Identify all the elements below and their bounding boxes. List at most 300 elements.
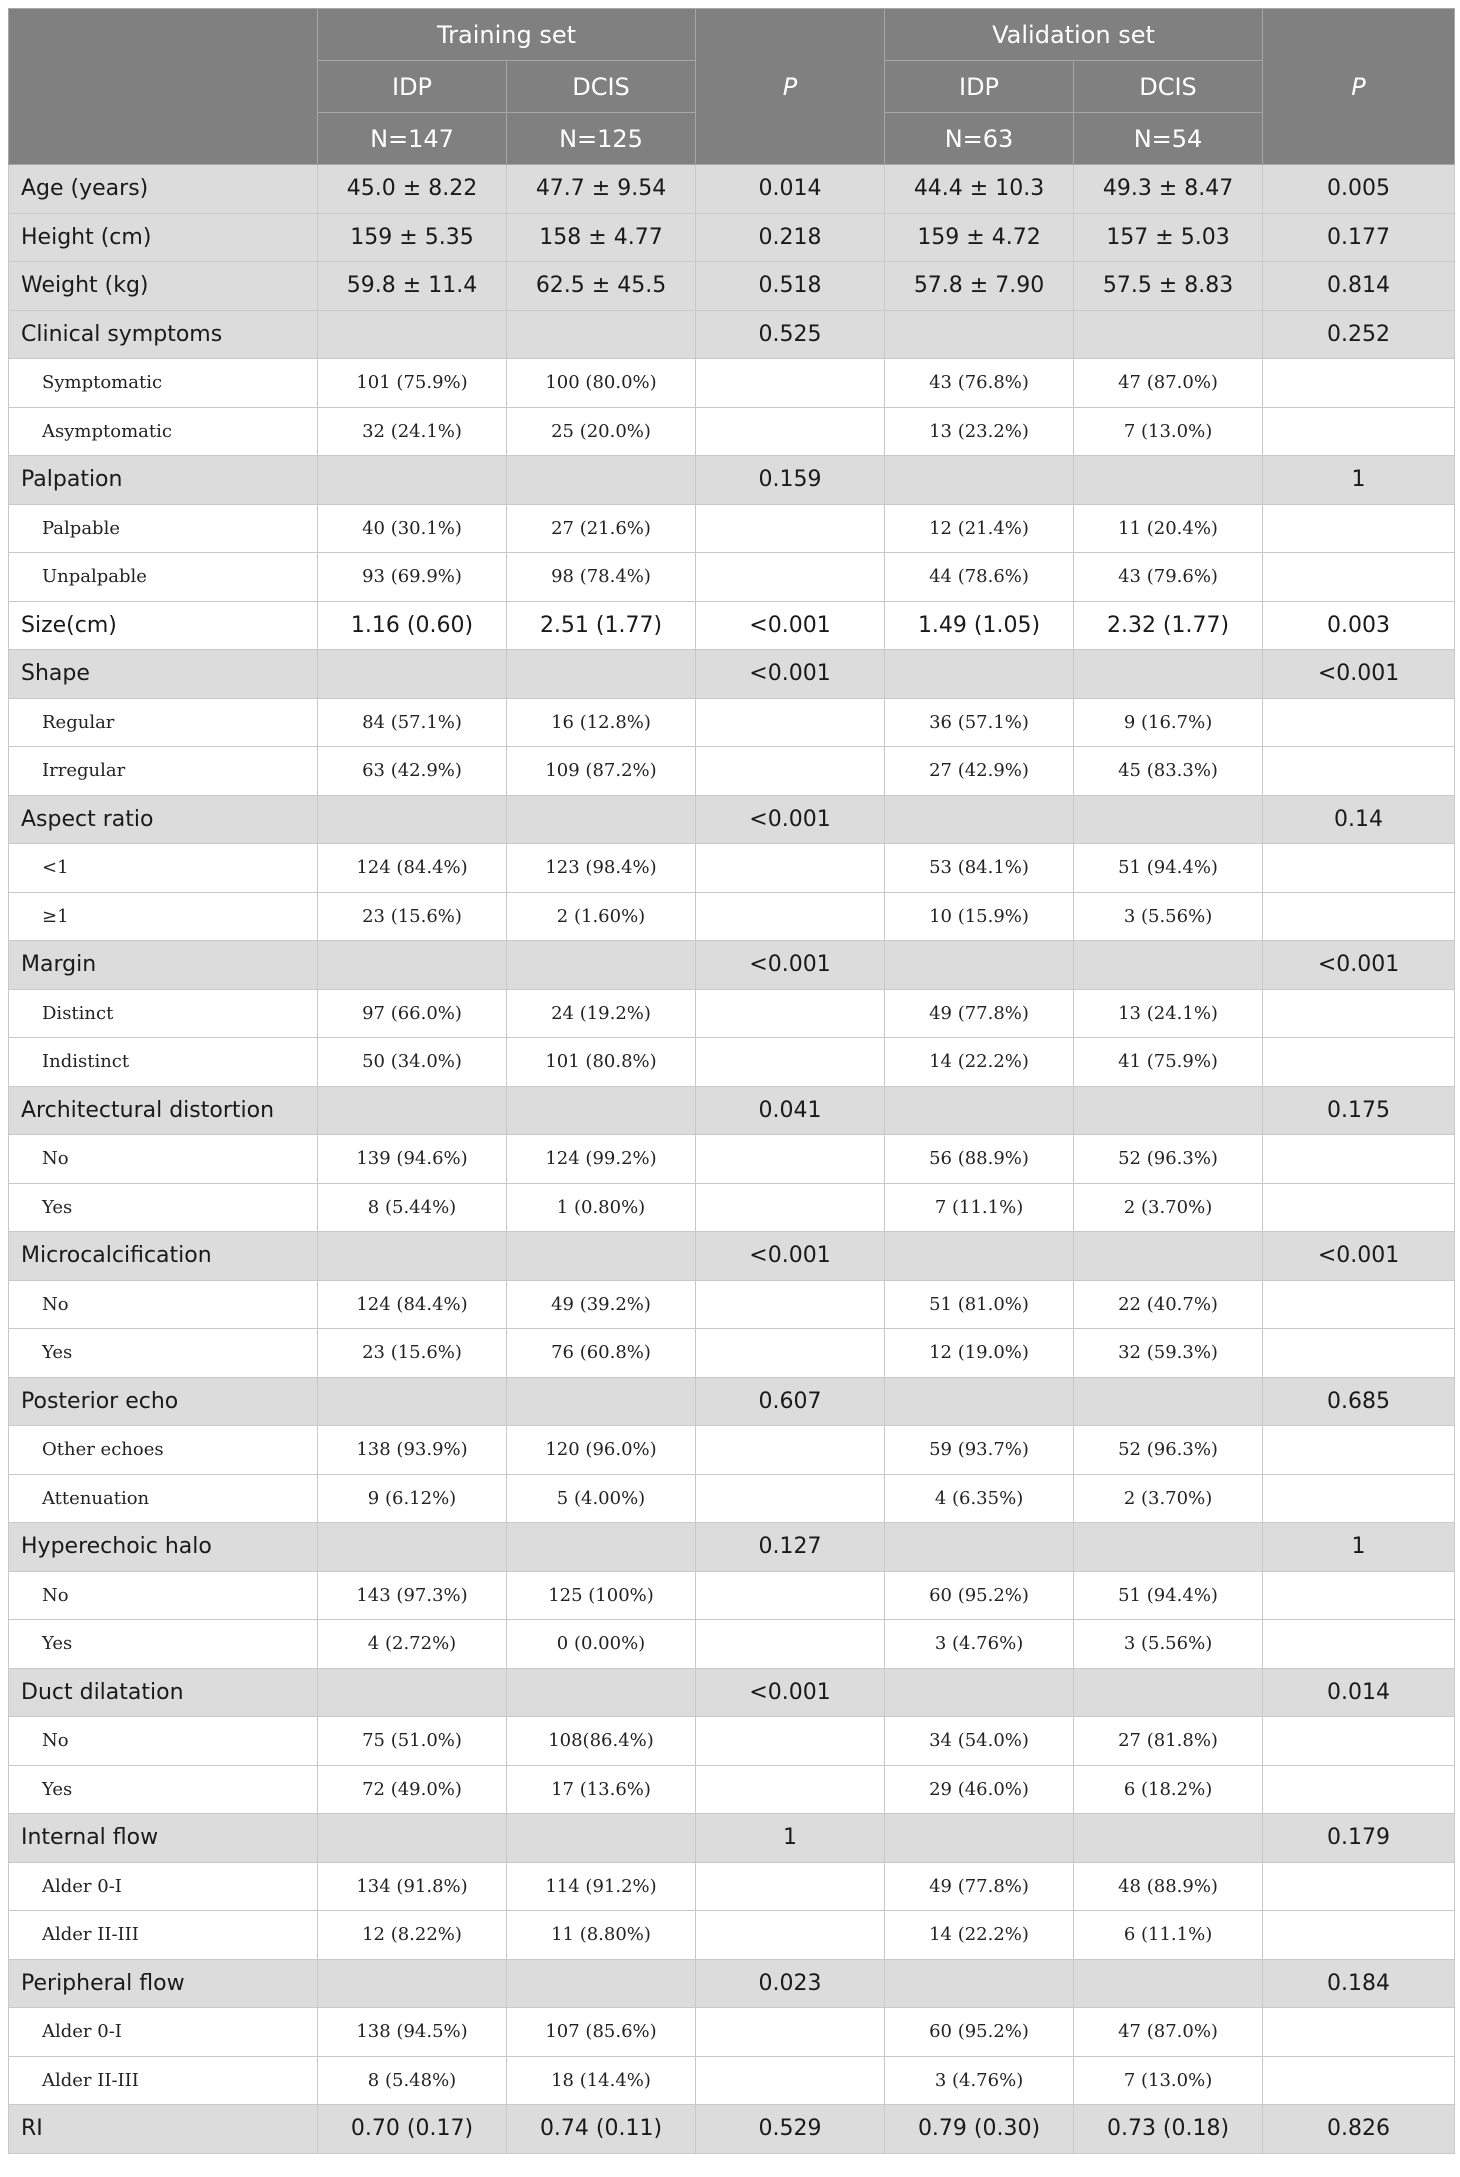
table-row-variable — [9, 310, 1455, 359]
header-training-dcis: DCIS — [507, 61, 696, 113]
cell-val-idp: 57.8 ± 7.90 — [885, 262, 1074, 311]
table-row-category — [9, 1280, 1455, 1329]
cell-variable: Yes — [9, 1765, 318, 1814]
cell-val-p — [1263, 1717, 1455, 1766]
cell-val-p — [1263, 504, 1455, 553]
cell-variable: Palpable — [9, 504, 318, 553]
cell-train-dcis: 25 (20.0%) — [507, 407, 696, 456]
cell-val-dcis: 47 (87.0%) — [1074, 359, 1263, 408]
cell-val-dcis: 41 (75.9%) — [1074, 1038, 1263, 1087]
cell-variable: Alder 0-I — [9, 1862, 318, 1911]
table-row-variable — [9, 1959, 1455, 2008]
cell-val-idp: 159 ± 4.72 — [885, 213, 1074, 262]
cell-val-idp — [885, 1232, 1074, 1281]
cell-val-dcis: 9 (16.7%) — [1074, 698, 1263, 747]
cell-train-p — [696, 1280, 885, 1329]
cell-variable: Alder II-III — [9, 1911, 318, 1960]
cell-val-p: 0.177 — [1263, 213, 1455, 262]
cell-train-p: 0.127 — [696, 1523, 885, 1572]
cell-val-dcis: 45 (83.3%) — [1074, 747, 1263, 796]
cell-train-dcis: 100 (80.0%) — [507, 359, 696, 408]
cell-train-dcis: 11 (8.80%) — [507, 1911, 696, 1960]
cell-train-dcis — [507, 1086, 696, 1135]
cell-val-p — [1263, 359, 1455, 408]
cell-train-idp: 45.0 ± 8.22 — [318, 165, 507, 214]
cell-variable: Irregular — [9, 747, 318, 796]
cell-train-dcis: 108(86.4%) — [507, 1717, 696, 1766]
cell-val-dcis — [1074, 795, 1263, 844]
cell-variable: Weight (kg) — [9, 262, 318, 311]
cell-variable: Peripheral flow — [9, 1959, 318, 2008]
cell-train-dcis — [507, 310, 696, 359]
cell-variable: Yes — [9, 1183, 318, 1232]
header-blank — [9, 9, 318, 165]
cell-val-dcis — [1074, 1086, 1263, 1135]
cell-train-p — [696, 698, 885, 747]
cell-variable: Aspect ratio — [9, 795, 318, 844]
cell-val-dcis: 57.5 ± 8.83 — [1074, 262, 1263, 311]
table-row-variable — [9, 1668, 1455, 1717]
cell-val-idp: 44 (78.6%) — [885, 553, 1074, 602]
cell-val-p — [1263, 1911, 1455, 1960]
cell-train-p: 0.014 — [696, 165, 885, 214]
cell-train-idp: 32 (24.1%) — [318, 407, 507, 456]
cell-train-dcis: 0 (0.00%) — [507, 1620, 696, 1669]
cell-val-p — [1263, 1620, 1455, 1669]
cell-val-p: 0.005 — [1263, 165, 1455, 214]
cell-val-dcis — [1074, 941, 1263, 990]
table-row-category — [9, 553, 1455, 602]
cell-val-idp: 44.4 ± 10.3 — [885, 165, 1074, 214]
cell-train-p: 0.529 — [696, 2105, 885, 2154]
cell-variable: Alder 0-I — [9, 2008, 318, 2057]
cell-val-dcis: 49.3 ± 8.47 — [1074, 165, 1263, 214]
cell-val-p — [1263, 1474, 1455, 1523]
cell-train-p — [696, 1862, 885, 1911]
cell-train-idp: 50 (34.0%) — [318, 1038, 507, 1087]
cell-val-p: <0.001 — [1263, 650, 1455, 699]
cell-train-dcis: 5 (4.00%) — [507, 1474, 696, 1523]
cell-train-p — [696, 553, 885, 602]
cell-val-idp: 29 (46.0%) — [885, 1765, 1074, 1814]
cell-train-dcis: 2.51 (1.77) — [507, 601, 696, 650]
table-row-variable — [9, 1814, 1455, 1863]
cell-train-p: 0.525 — [696, 310, 885, 359]
cell-train-p — [696, 844, 885, 893]
cell-train-dcis — [507, 650, 696, 699]
cell-val-dcis: 27 (81.8%) — [1074, 1717, 1263, 1766]
cell-val-dcis: 52 (96.3%) — [1074, 1135, 1263, 1184]
cell-train-dcis — [507, 1959, 696, 2008]
cell-train-idp: 63 (42.9%) — [318, 747, 507, 796]
table-row-variable — [9, 650, 1455, 699]
cell-variable: Architectural distortion — [9, 1086, 318, 1135]
cell-val-p — [1263, 844, 1455, 893]
table-row-variable — [9, 1232, 1455, 1281]
cell-train-idp: 8 (5.48%) — [318, 2056, 507, 2105]
cell-val-idp: 12 (21.4%) — [885, 504, 1074, 553]
cell-train-dcis — [507, 1377, 696, 1426]
cell-train-p: 0.159 — [696, 456, 885, 505]
cell-train-p — [696, 2008, 885, 2057]
table-row-category — [9, 1135, 1455, 1184]
cell-val-idp: 12 (19.0%) — [885, 1329, 1074, 1378]
cell-val-dcis: 0.73 (0.18) — [1074, 2105, 1263, 2154]
cell-train-dcis: 47.7 ± 9.54 — [507, 165, 696, 214]
cell-val-dcis: 2.32 (1.77) — [1074, 601, 1263, 650]
cell-train-idp: 138 (93.9%) — [318, 1426, 507, 1475]
cell-train-dcis: 62.5 ± 45.5 — [507, 262, 696, 311]
cell-train-dcis: 114 (91.2%) — [507, 1862, 696, 1911]
cell-val-dcis: 3 (5.56%) — [1074, 1620, 1263, 1669]
cell-val-idp: 1.49 (1.05) — [885, 601, 1074, 650]
cell-val-idp: 43 (76.8%) — [885, 359, 1074, 408]
cell-train-idp: 23 (15.6%) — [318, 1329, 507, 1378]
cell-train-idp: 84 (57.1%) — [318, 698, 507, 747]
cell-train-p: <0.001 — [696, 1668, 885, 1717]
cell-train-idp: 97 (66.0%) — [318, 989, 507, 1038]
cell-val-idp: 3 (4.76%) — [885, 2056, 1074, 2105]
cell-val-idp — [885, 1523, 1074, 1572]
cell-val-dcis: 51 (94.4%) — [1074, 1571, 1263, 1620]
cell-train-dcis: 109 (87.2%) — [507, 747, 696, 796]
cell-val-dcis: 2 (3.70%) — [1074, 1474, 1263, 1523]
cell-train-dcis: 125 (100%) — [507, 1571, 696, 1620]
table-row-variable — [9, 941, 1455, 990]
header-training-dcis-n: N=125 — [507, 113, 696, 165]
cell-val-p — [1263, 1571, 1455, 1620]
cell-train-dcis: 0.74 (0.11) — [507, 2105, 696, 2154]
header-validation-set: Validation set — [885, 9, 1263, 61]
cell-val-dcis: 11 (20.4%) — [1074, 504, 1263, 553]
cell-train-p — [696, 359, 885, 408]
cell-val-idp: 34 (54.0%) — [885, 1717, 1074, 1766]
cell-train-idp: 139 (94.6%) — [318, 1135, 507, 1184]
table-row-category — [9, 2008, 1455, 2057]
cell-val-dcis — [1074, 1377, 1263, 1426]
cell-variable: Microcalcification — [9, 1232, 318, 1281]
cell-variable: Size(cm) — [9, 601, 318, 650]
cell-train-p: 0.518 — [696, 262, 885, 311]
cell-val-p: 0.814 — [1263, 262, 1455, 311]
header-validation-p: P — [1263, 9, 1455, 165]
cell-train-p — [696, 1329, 885, 1378]
cell-val-dcis: 32 (59.3%) — [1074, 1329, 1263, 1378]
cell-val-idp: 60 (95.2%) — [885, 1571, 1074, 1620]
cell-train-idp — [318, 1523, 507, 1572]
cell-train-idp: 134 (91.8%) — [318, 1862, 507, 1911]
cell-val-idp: 10 (15.9%) — [885, 892, 1074, 941]
cell-val-p — [1263, 989, 1455, 1038]
cell-train-idp — [318, 456, 507, 505]
cell-variable: Age (years) — [9, 165, 318, 214]
cell-val-dcis: 51 (94.4%) — [1074, 844, 1263, 893]
cell-val-p — [1263, 553, 1455, 602]
cell-val-idp — [885, 1959, 1074, 2008]
cell-train-idp: 8 (5.44%) — [318, 1183, 507, 1232]
cell-variable: ≥1 — [9, 892, 318, 941]
table-row-category — [9, 1474, 1455, 1523]
cell-val-dcis: 6 (11.1%) — [1074, 1911, 1263, 1960]
cell-val-p: 1 — [1263, 1523, 1455, 1572]
cell-val-dcis: 43 (79.6%) — [1074, 553, 1263, 602]
cell-train-idp: 75 (51.0%) — [318, 1717, 507, 1766]
cell-variable: Shape — [9, 650, 318, 699]
cell-train-idp — [318, 795, 507, 844]
cell-train-idp: 72 (49.0%) — [318, 1765, 507, 1814]
cell-val-p — [1263, 698, 1455, 747]
table-row-category — [9, 1426, 1455, 1475]
cell-train-p — [696, 407, 885, 456]
cell-train-dcis: 49 (39.2%) — [507, 1280, 696, 1329]
cell-val-dcis — [1074, 1668, 1263, 1717]
cell-variable: No — [9, 1717, 318, 1766]
cell-variable: Alder II-III — [9, 2056, 318, 2105]
cell-val-idp: 59 (93.7%) — [885, 1426, 1074, 1475]
cell-train-p — [696, 1620, 885, 1669]
cell-val-idp: 36 (57.1%) — [885, 698, 1074, 747]
cell-val-idp — [885, 1668, 1074, 1717]
cell-train-idp — [318, 1959, 507, 2008]
table-row-category — [9, 989, 1455, 1038]
cell-val-p — [1263, 1135, 1455, 1184]
cell-train-idp: 138 (94.5%) — [318, 2008, 507, 2057]
table-row-category — [9, 1911, 1455, 1960]
cell-train-p: 0.218 — [696, 213, 885, 262]
cell-train-idp: 0.70 (0.17) — [318, 2105, 507, 2154]
cell-train-p: <0.001 — [696, 795, 885, 844]
table-row-category — [9, 844, 1455, 893]
cell-train-dcis: 76 (60.8%) — [507, 1329, 696, 1378]
cell-val-p — [1263, 747, 1455, 796]
cell-train-dcis: 123 (98.4%) — [507, 844, 696, 893]
table-row-category — [9, 407, 1455, 456]
table-row-category — [9, 1765, 1455, 1814]
table-row-category — [9, 1571, 1455, 1620]
cell-variable: No — [9, 1280, 318, 1329]
cell-variable: Internal flow — [9, 1814, 318, 1863]
cell-train-idp: 124 (84.4%) — [318, 1280, 507, 1329]
cell-train-dcis: 107 (85.6%) — [507, 2008, 696, 2057]
table-header — [9, 9, 1455, 165]
table-row-variable — [9, 262, 1455, 311]
table-row-variable — [9, 601, 1455, 650]
cell-train-p — [696, 1911, 885, 1960]
cell-train-dcis — [507, 1814, 696, 1863]
cell-train-dcis: 98 (78.4%) — [507, 553, 696, 602]
cell-val-p: 0.826 — [1263, 2105, 1455, 2154]
cell-train-idp: 93 (69.9%) — [318, 553, 507, 602]
header-training-idp: IDP — [318, 61, 507, 113]
cell-val-idp: 7 (11.1%) — [885, 1183, 1074, 1232]
cell-val-p — [1263, 1038, 1455, 1087]
cell-train-idp: 124 (84.4%) — [318, 844, 507, 893]
cell-train-dcis: 1 (0.80%) — [507, 1183, 696, 1232]
table-row-variable — [9, 165, 1455, 214]
header-validation-idp-n: N=63 — [885, 113, 1074, 165]
cell-val-p — [1263, 1183, 1455, 1232]
cell-val-dcis: 157 ± 5.03 — [1074, 213, 1263, 262]
cell-val-dcis: 6 (18.2%) — [1074, 1765, 1263, 1814]
cell-variable: Attenuation — [9, 1474, 318, 1523]
cell-val-p: 0.179 — [1263, 1814, 1455, 1863]
cell-val-idp: 4 (6.35%) — [885, 1474, 1074, 1523]
cell-variable: Duct dilatation — [9, 1668, 318, 1717]
cell-train-p: 0.041 — [696, 1086, 885, 1135]
cell-variable: Indistinct — [9, 1038, 318, 1087]
table-row-category — [9, 1862, 1455, 1911]
cell-val-p: <0.001 — [1263, 1232, 1455, 1281]
cell-val-p — [1263, 892, 1455, 941]
cell-variable: Hyperechoic halo — [9, 1523, 318, 1572]
cell-variable: No — [9, 1571, 318, 1620]
cell-val-dcis — [1074, 1959, 1263, 2008]
cell-val-idp — [885, 941, 1074, 990]
cell-val-idp: 56 (88.9%) — [885, 1135, 1074, 1184]
cell-train-p — [696, 1038, 885, 1087]
cell-val-p — [1263, 1426, 1455, 1475]
cell-train-idp — [318, 1668, 507, 1717]
cell-train-dcis: 120 (96.0%) — [507, 1426, 696, 1475]
cell-variable: Height (cm) — [9, 213, 318, 262]
cell-val-idp: 14 (22.2%) — [885, 1038, 1074, 1087]
cell-train-idp — [318, 1232, 507, 1281]
cell-train-dcis: 17 (13.6%) — [507, 1765, 696, 1814]
cell-train-p — [696, 747, 885, 796]
cell-val-p — [1263, 2008, 1455, 2057]
cell-variable: <1 — [9, 844, 318, 893]
cell-variable: Regular — [9, 698, 318, 747]
cell-val-idp — [885, 1377, 1074, 1426]
cell-val-dcis — [1074, 310, 1263, 359]
header-validation-dcis-n: N=54 — [1074, 113, 1263, 165]
cell-train-p — [696, 1571, 885, 1620]
cell-train-idp: 1.16 (0.60) — [318, 601, 507, 650]
cell-train-p: 0.607 — [696, 1377, 885, 1426]
cell-variable: Symptomatic — [9, 359, 318, 408]
cell-train-p — [696, 1474, 885, 1523]
cell-val-p: 0.184 — [1263, 1959, 1455, 2008]
cell-train-idp: 159 ± 5.35 — [318, 213, 507, 262]
cell-train-idp: 12 (8.22%) — [318, 1911, 507, 1960]
table-row-variable — [9, 1523, 1455, 1572]
cell-val-p: 0.003 — [1263, 601, 1455, 650]
cell-train-idp — [318, 310, 507, 359]
cell-val-dcis — [1074, 1814, 1263, 1863]
cell-train-idp — [318, 1086, 507, 1135]
cell-train-dcis — [507, 1232, 696, 1281]
cell-variable: Unpalpable — [9, 553, 318, 602]
cell-val-dcis — [1074, 1523, 1263, 1572]
cell-variable: Yes — [9, 1329, 318, 1378]
cell-train-idp: 59.8 ± 11.4 — [318, 262, 507, 311]
cell-val-p: 0.252 — [1263, 310, 1455, 359]
cell-train-idp: 23 (15.6%) — [318, 892, 507, 941]
cell-val-idp: 3 (4.76%) — [885, 1620, 1074, 1669]
cell-train-p: <0.001 — [696, 1232, 885, 1281]
cell-train-p — [696, 1135, 885, 1184]
cell-val-p — [1263, 1280, 1455, 1329]
cell-val-idp: 53 (84.1%) — [885, 844, 1074, 893]
cell-train-p — [696, 504, 885, 553]
cell-val-idp — [885, 795, 1074, 844]
cell-val-dcis: 22 (40.7%) — [1074, 1280, 1263, 1329]
cell-variable: RI — [9, 2105, 318, 2154]
table-row-category — [9, 1717, 1455, 1766]
cell-train-idp: 143 (97.3%) — [318, 1571, 507, 1620]
cell-val-dcis: 2 (3.70%) — [1074, 1183, 1263, 1232]
cell-val-idp — [885, 310, 1074, 359]
cell-train-p: <0.001 — [696, 650, 885, 699]
cell-train-p: 1 — [696, 1814, 885, 1863]
cell-val-idp — [885, 1814, 1074, 1863]
cell-train-dcis — [507, 1523, 696, 1572]
cell-train-dcis: 24 (19.2%) — [507, 989, 696, 1038]
cell-val-idp — [885, 1086, 1074, 1135]
cell-val-dcis: 47 (87.0%) — [1074, 2008, 1263, 2057]
cell-train-dcis: 18 (14.4%) — [507, 2056, 696, 2105]
cell-val-idp: 0.79 (0.30) — [885, 2105, 1074, 2154]
cell-train-idp: 9 (6.12%) — [318, 1474, 507, 1523]
cell-train-dcis — [507, 1668, 696, 1717]
table-row-variable — [9, 795, 1455, 844]
header-validation-dcis: DCIS — [1074, 61, 1263, 113]
cell-train-idp — [318, 1814, 507, 1863]
cell-val-p: 0.14 — [1263, 795, 1455, 844]
cell-val-dcis: 13 (24.1%) — [1074, 989, 1263, 1038]
cell-variable: Posterior echo — [9, 1377, 318, 1426]
cell-train-dcis: 16 (12.8%) — [507, 698, 696, 747]
header-training-p: P — [696, 9, 885, 165]
cell-val-dcis: 7 (13.0%) — [1074, 407, 1263, 456]
cell-val-dcis: 48 (88.9%) — [1074, 1862, 1263, 1911]
cell-val-dcis — [1074, 1232, 1263, 1281]
header-training-idp-n: N=147 — [318, 113, 507, 165]
cell-train-p — [696, 1765, 885, 1814]
cell-train-dcis: 27 (21.6%) — [507, 504, 696, 553]
cell-train-p: 0.023 — [696, 1959, 885, 2008]
cell-train-p — [696, 1717, 885, 1766]
cell-train-idp: 101 (75.9%) — [318, 359, 507, 408]
cell-train-p — [696, 892, 885, 941]
cell-train-dcis — [507, 941, 696, 990]
header-validation-idp: IDP — [885, 61, 1074, 113]
cell-train-idp — [318, 1377, 507, 1426]
cell-val-idp — [885, 456, 1074, 505]
cell-train-idp — [318, 941, 507, 990]
cell-val-p: 0.014 — [1263, 1668, 1455, 1717]
cell-train-dcis — [507, 456, 696, 505]
cell-train-idp: 40 (30.1%) — [318, 504, 507, 553]
cell-variable: Distinct — [9, 989, 318, 1038]
table-row-category — [9, 2056, 1455, 2105]
table-row-variable — [9, 1377, 1455, 1426]
cell-val-idp — [885, 650, 1074, 699]
cell-train-dcis: 158 ± 4.77 — [507, 213, 696, 262]
table-row-category — [9, 504, 1455, 553]
cell-val-idp: 51 (81.0%) — [885, 1280, 1074, 1329]
cell-val-idp: 13 (23.2%) — [885, 407, 1074, 456]
cell-train-p — [696, 989, 885, 1038]
cell-variable: Clinical symptoms — [9, 310, 318, 359]
table-row-category — [9, 1038, 1455, 1087]
cell-train-p — [696, 2056, 885, 2105]
cell-variable: No — [9, 1135, 318, 1184]
cell-val-dcis — [1074, 650, 1263, 699]
cell-variable: Other echoes — [9, 1426, 318, 1475]
table-row-category — [9, 1620, 1455, 1669]
cell-variable: Margin — [9, 941, 318, 990]
